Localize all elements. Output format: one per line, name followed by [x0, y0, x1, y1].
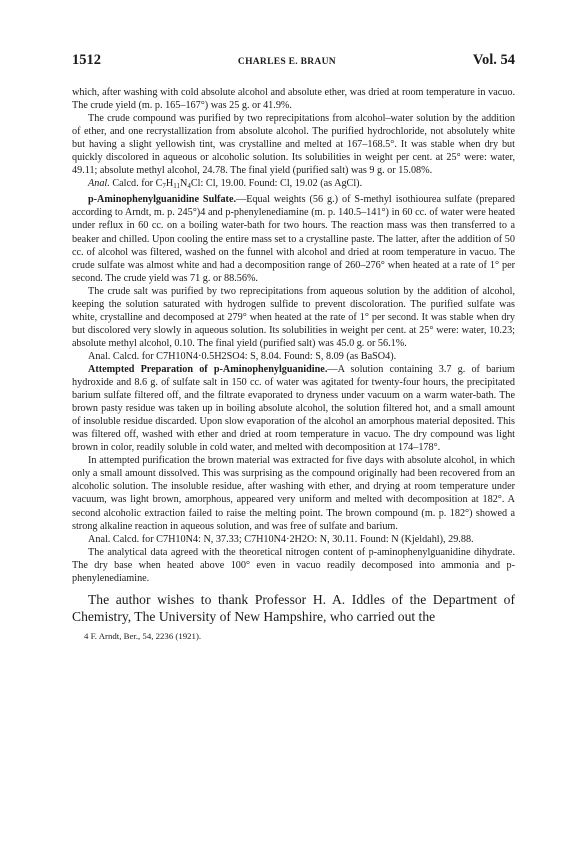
paragraph-5-text: —A solution containing 3.7 g. of barium hydroxide and 8.6 g. of sulfate salt in 150 cc. of water was agitated for twenty-four hours, the precipitated barium sulfate filtered off, and the filtrate evaporated to dryness under vacuum on a warm water-bath. The brown pasty residue was taken up in boiling absolute alcohol, the solution filtered hot, and a small amount of insoluble residue discarded. Upon slow evaporation of the alcohol an amorphous material deposited. This was filtered off, washed with ether and dried at room temperature in vacuo. The dry compound was light brown in color, readily soluble in cold water, and melted with decomposition at 174–178°. [72, 363, 515, 454]
paragraph-1: which, after washing with cold absolute alcohol and absolute ether, was dried at room temperature in vacuo. The crude yield (m. p. 165–167°) was 25 g. or 41.9%. [72, 87, 515, 112]
page-header [72, 52, 515, 74]
running-head: CHARLES E. BRAUN [237, 57, 336, 67]
acknowledgment: The author wishes to thank Professor H. A. Iddles of the Department of Chemistry, The University of New Hampshire, who carried out the [72, 591, 515, 625]
page-number: 1512 [72, 52, 101, 68]
paragraph-3 [72, 193, 515, 284]
volume-label: Vol. 54 [472, 52, 515, 68]
paragraph-3-text: —Equal weights (56 g.) of S-methyl isothiourea sulfate (prepared according to Arndt, m. p. 245°)4 and p-phenylenediamine (m. p. 140.5–141°) in 60 cc. of water were heated under reflux in 60 cc. on a boiling water-bath for two hours. The reaction mass was then transferred to a beaker and chilled. Upon cooling the entire mass set to a crystalline paste. The latter, after the addition of 50 cc. of alcohol was filtered, washed on the funnel with alcohol and dried at room temperature in vacuo. The crude sulfate was almost white and had a decomposition range of 260–276° when heated at a rate of 1° per second. The crude yield was 71 g. or 88.56%. [72, 194, 515, 284]
anal-calcd: Calcd. for C [112, 178, 163, 190]
anal-rest: Cl: Cl, 19.00. Found: Cl, 19.02 (as AgCl). [190, 178, 363, 190]
footnote: 4 F. Arndt, Ber., 54, 2236 (1921). [84, 630, 202, 641]
paragraph-7: The analytical data agreed with the theoretical nitrogen content of p-aminophenylguanidine dihydrate. The dry base when heated above 100° even in vacuo readily decomposed into ammonia and p-phenylenediamine. [72, 546, 515, 584]
section-heading-attempted: Attempted Preparation of p-Aminophenylguanidine. [88, 363, 328, 375]
section-heading-sulfate: p-Aminophenylguanidine Sulfate. [88, 194, 237, 206]
analysis-2: Anal. Calcd. for C7H10N4·0.5H2SO4: S, 8.04. Found: S, 8.09 (as BaSO4). [88, 350, 397, 362]
paragraph-4: The crude salt was purified by two reprecipitations from aqueous solution by the addition of alcohol, keeping the solution saturated with hydrogen sulfide to prevent discoloration. The purified sulfate was white, crystalline and decomposed at 279° when heated at the rate of 1° per second. It was stable when dry but discolored very slowly in aqueous solution. Its solubilities in weight per cent. at 25° were: water, 10.23; absolute methyl alcohol, 0.10. The final yield (purified salt) was 45.0 g. or 56.1%. [72, 285, 515, 349]
body-text [72, 86, 515, 585]
paragraph-5 [72, 363, 515, 454]
analysis-3: Anal. Calcd. for C7H10N4: N, 37.33; C7H10N4·2H2O: N, 30.11. Found: N (Kjeldahl), 29.88. [88, 533, 474, 545]
paragraph-2: The crude compound was purified by two reprecipitations from alcohol–water solution by the addition of ether, and one recrystallization from absolute alcohol. The purified hydrochloride, not absolutely white but having a slight yellowish tint, was crystalline and melted at 167–168.5°. It was stable when dry but quickly discolored in aqueous or alcoholic solution. Its solubilities in weight per cent. at 25° were: water, 49.11; absolute methyl alcohol, 24.78. The final yield (purified salt) was 9 g. or 15.08%. [72, 113, 515, 177]
anal-label: Anal. [88, 178, 110, 190]
paragraph-6: In attempted purification the brown material was extracted for five days with absolute alcohol, in which only a small amount dissolved. This was surprising as the compound originally had been recovered from an alcoholic solution. The insoluble residue, after washing with ether, and drying at room temperature under vacuum, was light brown, amorphous, appeared very uniform and melted with decomposition at 182°. A second alcoholic extraction failed to raise the melting point. The brown compound (m. p. 182°) showed a strong alkaline reaction in aqueous solution, and was free of sulfate and barium. [72, 455, 515, 532]
analysis-1: Anal. Calcd. for $C_7H_{11}N_4Cl$: Cl, 19.00. Found: Cl, 19.02 (as AgCl). [88, 178, 363, 191]
